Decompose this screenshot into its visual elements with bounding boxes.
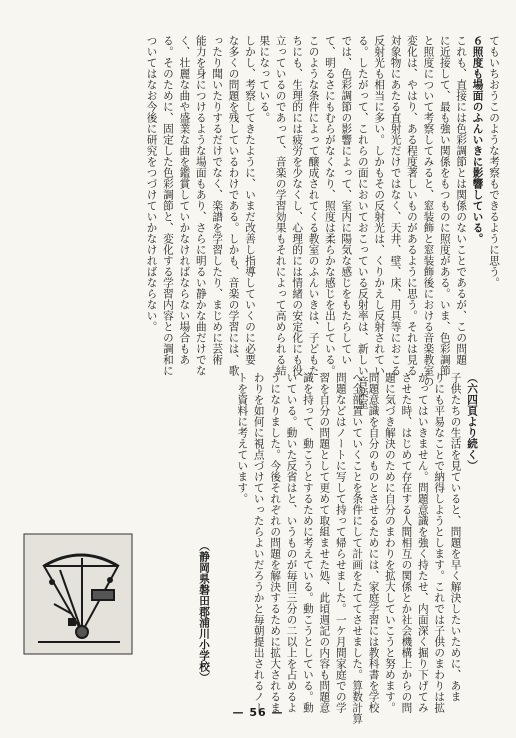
text-line: な多くの問題を残しているわけである。しかも、音楽の学習には、歌 — [227, 35, 240, 376]
text-line: ったり聞いたりするだけでなく、楽譜を学習したり、まじめに芸術 — [211, 35, 224, 365]
affiliation: （静岡県磐田郡浦川小学校） — [198, 540, 210, 683]
text-line: このような条件によって醸成されてくる教室のふんいきは、子どもた — [307, 35, 320, 376]
text-line: しかし、考察してきたように、いまだ改善し指導していくのに必要 — [244, 35, 256, 365]
text-line: る。そのために、固定した色彩調節と、変化する学習内容との調和に — [161, 35, 174, 376]
text-line: ちにも、生理的には疲労を少なくし、心理的には情緒の安定化にも役 — [291, 35, 304, 376]
text-line: うになりました。今後それぞれの問題を解決するために拡大されるま — [269, 372, 282, 713]
text-line: 習を自分の問題として更めて取組ませた処、此頃週記の内容も問題意 — [318, 372, 331, 713]
text-line: 対象物にあたる直射光だけではなく、天井、壁、床、用具等におこる — [389, 35, 402, 376]
text-line: トを資料に考えています。 — [236, 372, 249, 504]
text-line: いている。動いた反省はと、いうものが毎回三分の二以上を占めるよ — [285, 372, 298, 713]
text-line: 識を持って、動こうとするために考えている。動こうとしている。動 — [301, 372, 314, 713]
text-line: と照度について考察してみると、窓装飾と窓装飾後における音楽教室の — [422, 35, 435, 387]
text-line: では、色彩調節の影響によって、室内に陽気な感じをもたらしてい — [340, 35, 353, 365]
text-line: これも、直接には色彩調節とは関係のないことであるが、この問題 — [455, 35, 468, 365]
page-number: — 56 — — [232, 706, 284, 719]
upper-left-text — [140, 35, 258, 376]
text-line: 果になっている。 — [258, 35, 271, 123]
text-line: に近接して、最も強い関係をもつものに照度がある。いま、色彩調節 — [438, 35, 451, 376]
upper-right-text — [258, 35, 502, 409]
text-line: 子供たちの生活を見ていると、問題を早く解決したいために、あま — [449, 372, 462, 702]
text-line: りにも平易なことで納得しようとします。これでは子供のまわりは拡 — [433, 372, 446, 713]
text-line: 能力を身につけるような場面もあり、さらに明るい静かな曲だけでな — [194, 35, 207, 376]
section-heading: ６照度も場面のふんいきに影響している。 — [471, 35, 484, 244]
sextant-illustration-icon — [22, 532, 134, 656]
text-line: 変化は、やはり、ある程度著しいものがあるように思う。それは見る — [405, 35, 418, 376]
text-line: 題に気づき解決のために自分のまわりを拡大していこうと努めます。 — [383, 372, 396, 713]
text-line: てもいちおうこのような考察もできるように思う。 — [488, 35, 500, 288]
text-line: がってはいきません。問題意識を強く持たせ、内面深く掘り下げてみ — [416, 372, 429, 713]
text-line: て、明るさにもむらがなくなり、照度は柔らかな感じを出している。 — [323, 35, 336, 376]
text-line: く、壮麗な曲や盛業な曲を鑑賞していかなければならない場合もあ — [178, 35, 191, 365]
text-line: る。したがって、これらの面においておこっている反射率は、新しい音楽室 — [356, 35, 369, 409]
text-line: 反射光も相当に多い。しかもその反射光は、くりかえし反射されてい — [373, 35, 386, 376]
continuation-label: （六四頁より続く） — [466, 372, 478, 471]
text-line: へ全部置いていくことを条件にして計画をたててさせました。算数計算 — [351, 372, 364, 724]
text-line: わりを如何に視点づけていったらよいだろうかと毎朝提出されるノー — [252, 372, 265, 713]
text-line: 立っているのであって、音楽の学習効果もそれによって高められる結 — [274, 35, 287, 376]
text-line: ついてはなお今後に研究をつづけていかなければならない。 — [145, 35, 158, 332]
text-line: 問題意識を自分のものとさせるためには、家庭学習には教科書を学校 — [367, 372, 380, 713]
text-line: させた時、はじめて存在する人間相互の関係とか社会機構上からの問 — [400, 372, 413, 713]
text-line: 問題などはノートに写して持って帰らせました。一ケ月間家庭での学 — [334, 372, 347, 713]
